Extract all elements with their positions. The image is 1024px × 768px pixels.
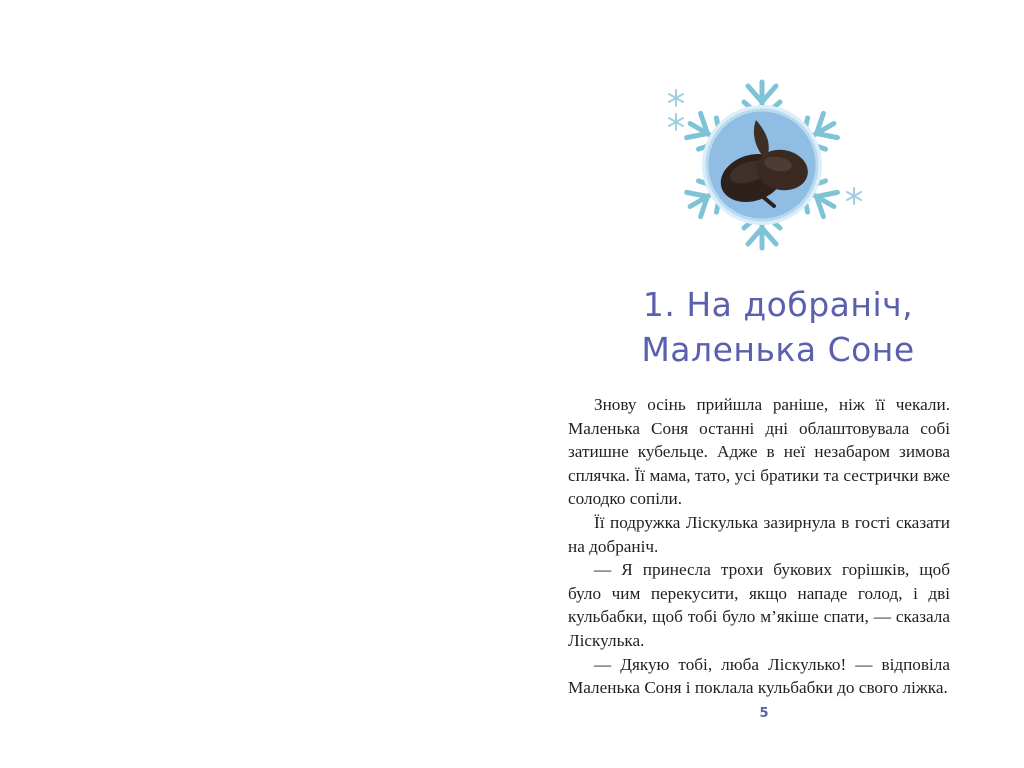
snowflake-with-seeds-icon — [652, 72, 872, 258]
chapter-title-line2: Маленька Соне — [641, 330, 915, 369]
paragraph: — Дякую тобі, люба Ліскулько! — відповіла Маленька Соня і поклала кульбабки до свого ліжка. — [568, 654, 950, 698]
paragraph: Знову осінь прийшла раніше, ніж її чекали. Маленька Соня останні дні облаштовувала собі затишне кубельце. Адже в неї незабаром зимова сплячка. Її мама, тато, усі братики та сестрички вже солодко сопіли. — [568, 395, 950, 509]
paragraph: Її подружка Ліскулька зазирнула в гості сказати на добраніч. — [568, 512, 950, 556]
paragraph: — Я принесла трохи букових горішків, щоб було чим перекусити, якщо нападе голод, і дві кульбабки, щоб тобі було м’якіше спати, — сказала Ліскулька. — [568, 560, 950, 650]
chapter-title-line1: 1. На добраніч, — [642, 285, 914, 324]
chapter-title — [572, 282, 984, 372]
page-number: 5 — [759, 706, 769, 721]
right-page — [512, 0, 1024, 768]
story-text — [568, 393, 950, 700]
